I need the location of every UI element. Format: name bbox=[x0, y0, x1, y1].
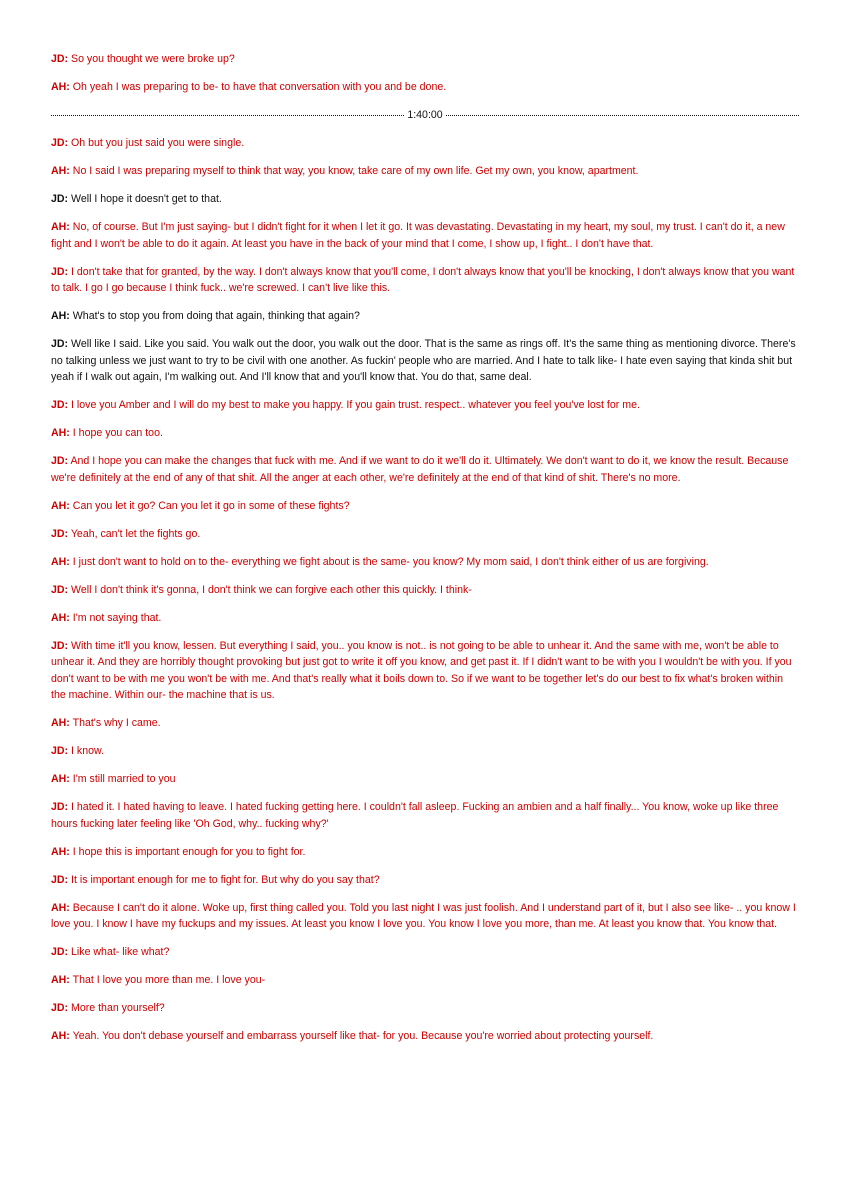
dialogue-text: Like what- like what? bbox=[71, 946, 170, 958]
dialogue-text: I just don't want to hold on to the- everything we fight about is the same- you know? My mom said, I don't think either of us are forgiving. bbox=[72, 555, 709, 568]
dialogue-line bbox=[51, 425, 799, 442]
speaker-label: AH: bbox=[51, 165, 70, 177]
speaker-label: AH: bbox=[51, 845, 70, 858]
dialogue-text: No I said I was preparing myself to think that way, you know, take care of my own life. Get my own, you know, apartment. bbox=[72, 165, 639, 177]
dialogue-line bbox=[51, 219, 799, 252]
dialogue-line bbox=[51, 844, 799, 861]
timestamp-divider bbox=[51, 107, 799, 124]
dialogue-line bbox=[51, 900, 799, 933]
dialogue-text: Yeah, can't let the fights go. bbox=[70, 527, 201, 540]
dialogue-line bbox=[51, 336, 799, 386]
timestamp-label: 1:40:00 bbox=[407, 109, 443, 121]
speaker-label: AH: bbox=[51, 555, 70, 568]
dialogue-text: I don't take that for granted, by the way. I don't always know that you'll come, I don't always know that you'll be knocking, I don't always know that you want to talk. I go I go because I think fuck.. we're screwed. I can't live like this. bbox=[51, 265, 795, 294]
dialogue-text: Oh but you just said you were single. bbox=[71, 137, 245, 149]
dialogue-line bbox=[51, 308, 799, 325]
speaker-label: JD: bbox=[51, 583, 69, 596]
dialogue-line bbox=[51, 397, 799, 414]
speaker-label: AH: bbox=[51, 773, 70, 785]
speaker-label: AH: bbox=[51, 81, 70, 93]
dialogue-text: I'm still married to you bbox=[72, 773, 176, 785]
speaker-label: JD: bbox=[51, 265, 69, 278]
dialogue-line bbox=[51, 799, 799, 832]
dialogue-line bbox=[51, 498, 799, 515]
dialogue-line bbox=[51, 610, 799, 627]
dialogue-text: That I love you more than me. I love you- bbox=[72, 974, 266, 986]
dialogue-text: I hated it. I hated having to leave. I hated fucking getting here. I couldn't fall asleep. Fucking an ambien and a half finally... You know, woke up like three hours fucking later feeling like 'Oh God, why.. fucking why?' bbox=[51, 801, 779, 830]
dialogue-line bbox=[51, 526, 799, 543]
divider-line-left bbox=[51, 115, 404, 116]
dialogue-line bbox=[51, 872, 799, 889]
dialogue-text: Because I can't do it alone. Woke up, first thing called you. Told you last night I was just foolish. And I understand part of it, but I also see like- .. you know I love you. I know I have my fuckups and my issues. At least you know I love you. You know I love you more, than me. At least you know that. You know that. bbox=[51, 901, 796, 930]
dialogue-text: Well I hope it doesn't get to that. bbox=[71, 193, 222, 205]
speaker-label: JD: bbox=[51, 53, 69, 65]
dialogue-line bbox=[51, 191, 799, 208]
dialogue-line bbox=[51, 582, 799, 599]
dialogue-text: No, of course. But I'm just saying- but I didn't fight for it when I let it go. It was devastating. Devastating in my heart, my soul, my trust. I can't do it, a new fight and I won't be able to do it again. At least you have in the back of your mind that I come, I show up, I fight.. I don't have that. bbox=[51, 221, 785, 250]
dialogue-line bbox=[51, 638, 799, 704]
dialogue-text: Well like I said. Like you said. You walk out the door, you walk out the door. That is the same as rings off. It's the same thing as mentioning divorce. There's no talking unless we just want to try to be civil with one another. As fuckin' people who are married. And I hate to talk like- I hate even saying that kinda shit but yeah if I walk out again, I'm walking out. And I'll know that and you'll know that. You do that, same deal. bbox=[51, 338, 796, 383]
dialogue-line bbox=[51, 163, 799, 180]
dialogue-text: It is important enough for me to fight for. But why do you say that? bbox=[71, 873, 380, 886]
dialogue-text: Well I don't think it's gonna, I don't think we can forgive each other this quickly. I think- bbox=[71, 583, 472, 596]
dialogue-text: Yeah. You don't debase yourself and embarrass yourself like that- for you. Because you're worried about protecting yourself. bbox=[72, 1030, 654, 1042]
transcript-page bbox=[51, 51, 799, 1056]
speaker-label: AH: bbox=[51, 1030, 70, 1042]
dialogue-text: More than yourself? bbox=[71, 1002, 165, 1014]
speaker-label: JD: bbox=[51, 639, 69, 652]
speaker-label: JD: bbox=[51, 399, 69, 411]
dialogue-line bbox=[51, 453, 799, 486]
dialogue-line bbox=[51, 264, 799, 297]
dialogue-line bbox=[51, 135, 799, 152]
speaker-label: AH: bbox=[51, 310, 70, 322]
speaker-label: AH: bbox=[51, 901, 70, 914]
speaker-label: JD: bbox=[51, 137, 69, 149]
speaker-label: AH: bbox=[51, 427, 70, 439]
dialogue-text: So you thought we were broke up? bbox=[71, 53, 235, 65]
speaker-label: AH: bbox=[51, 717, 70, 729]
dialogue-text: And I hope you can make the changes that fuck with me. And if we want to do it we'll do it. Ultimately. We don't want to do it, we know the result. Because we're definitely at the end of any of that shit. All the anger at each other, we're definitely at the end of that kind of shit. There's no more. bbox=[51, 455, 789, 484]
speaker-label: JD: bbox=[51, 946, 69, 958]
dialogue-line bbox=[51, 51, 799, 68]
dialogue-line bbox=[51, 771, 799, 788]
dialogue-line bbox=[51, 743, 799, 760]
dialogue-line bbox=[51, 715, 799, 732]
dialogue-text: Can you let it go? Can you let it go in some of these fights? bbox=[72, 499, 350, 512]
dialogue-text: I hope this is important enough for you to fight for. bbox=[72, 845, 306, 858]
speaker-label: JD: bbox=[51, 873, 69, 886]
speaker-label: JD: bbox=[51, 801, 69, 813]
dialogue-line bbox=[51, 1000, 799, 1017]
dialogue-text: Oh yeah I was preparing to be- to have that conversation with you and be done. bbox=[72, 81, 447, 93]
dialogue-line bbox=[51, 554, 799, 571]
speaker-label: JD: bbox=[51, 455, 69, 467]
dialogue-text: I hope you can too. bbox=[72, 427, 163, 439]
dialogue-line bbox=[51, 79, 799, 96]
speaker-label: JD: bbox=[51, 193, 69, 205]
speaker-label: AH: bbox=[51, 221, 70, 233]
speaker-label: AH: bbox=[51, 611, 70, 624]
speaker-label: JD: bbox=[51, 745, 69, 757]
speaker-label: JD: bbox=[51, 338, 69, 350]
dialogue-text: I love you Amber and I will do my best to make you happy. If you gain trust. respect.. whatever you feel you've lost for me. bbox=[71, 399, 640, 411]
speaker-label: JD: bbox=[51, 1002, 69, 1014]
dialogue-line bbox=[51, 1028, 799, 1045]
speaker-label: AH: bbox=[51, 974, 70, 986]
speaker-label: AH: bbox=[51, 499, 70, 512]
speaker-label: JD: bbox=[51, 527, 69, 540]
divider-line-right bbox=[446, 115, 799, 116]
dialogue-text: What's to stop you from doing that again, thinking that again? bbox=[72, 310, 360, 322]
dialogue-text: That's why I came. bbox=[72, 717, 161, 729]
dialogue-line bbox=[51, 944, 799, 961]
dialogue-text: I'm not saying that. bbox=[72, 611, 162, 624]
dialogue-text: I know. bbox=[71, 745, 105, 757]
dialogue-line bbox=[51, 972, 799, 989]
dialogue-text: With time it'll you know, lessen. But everything I said, you.. you know is not.. is not going to be able to unhear it. And the same with me, won't be able to unhear it. And they are horribly thought provoking but just got to write it off you know, and get past it. If I didn't want to be with you I wouldn't be with you. If you don't want to be with me you won't be with me. And that's really what it boils down to. So if we want to be together let's do our best to fix what's broken within the machine. Within our- the machine that is us. bbox=[51, 639, 792, 701]
